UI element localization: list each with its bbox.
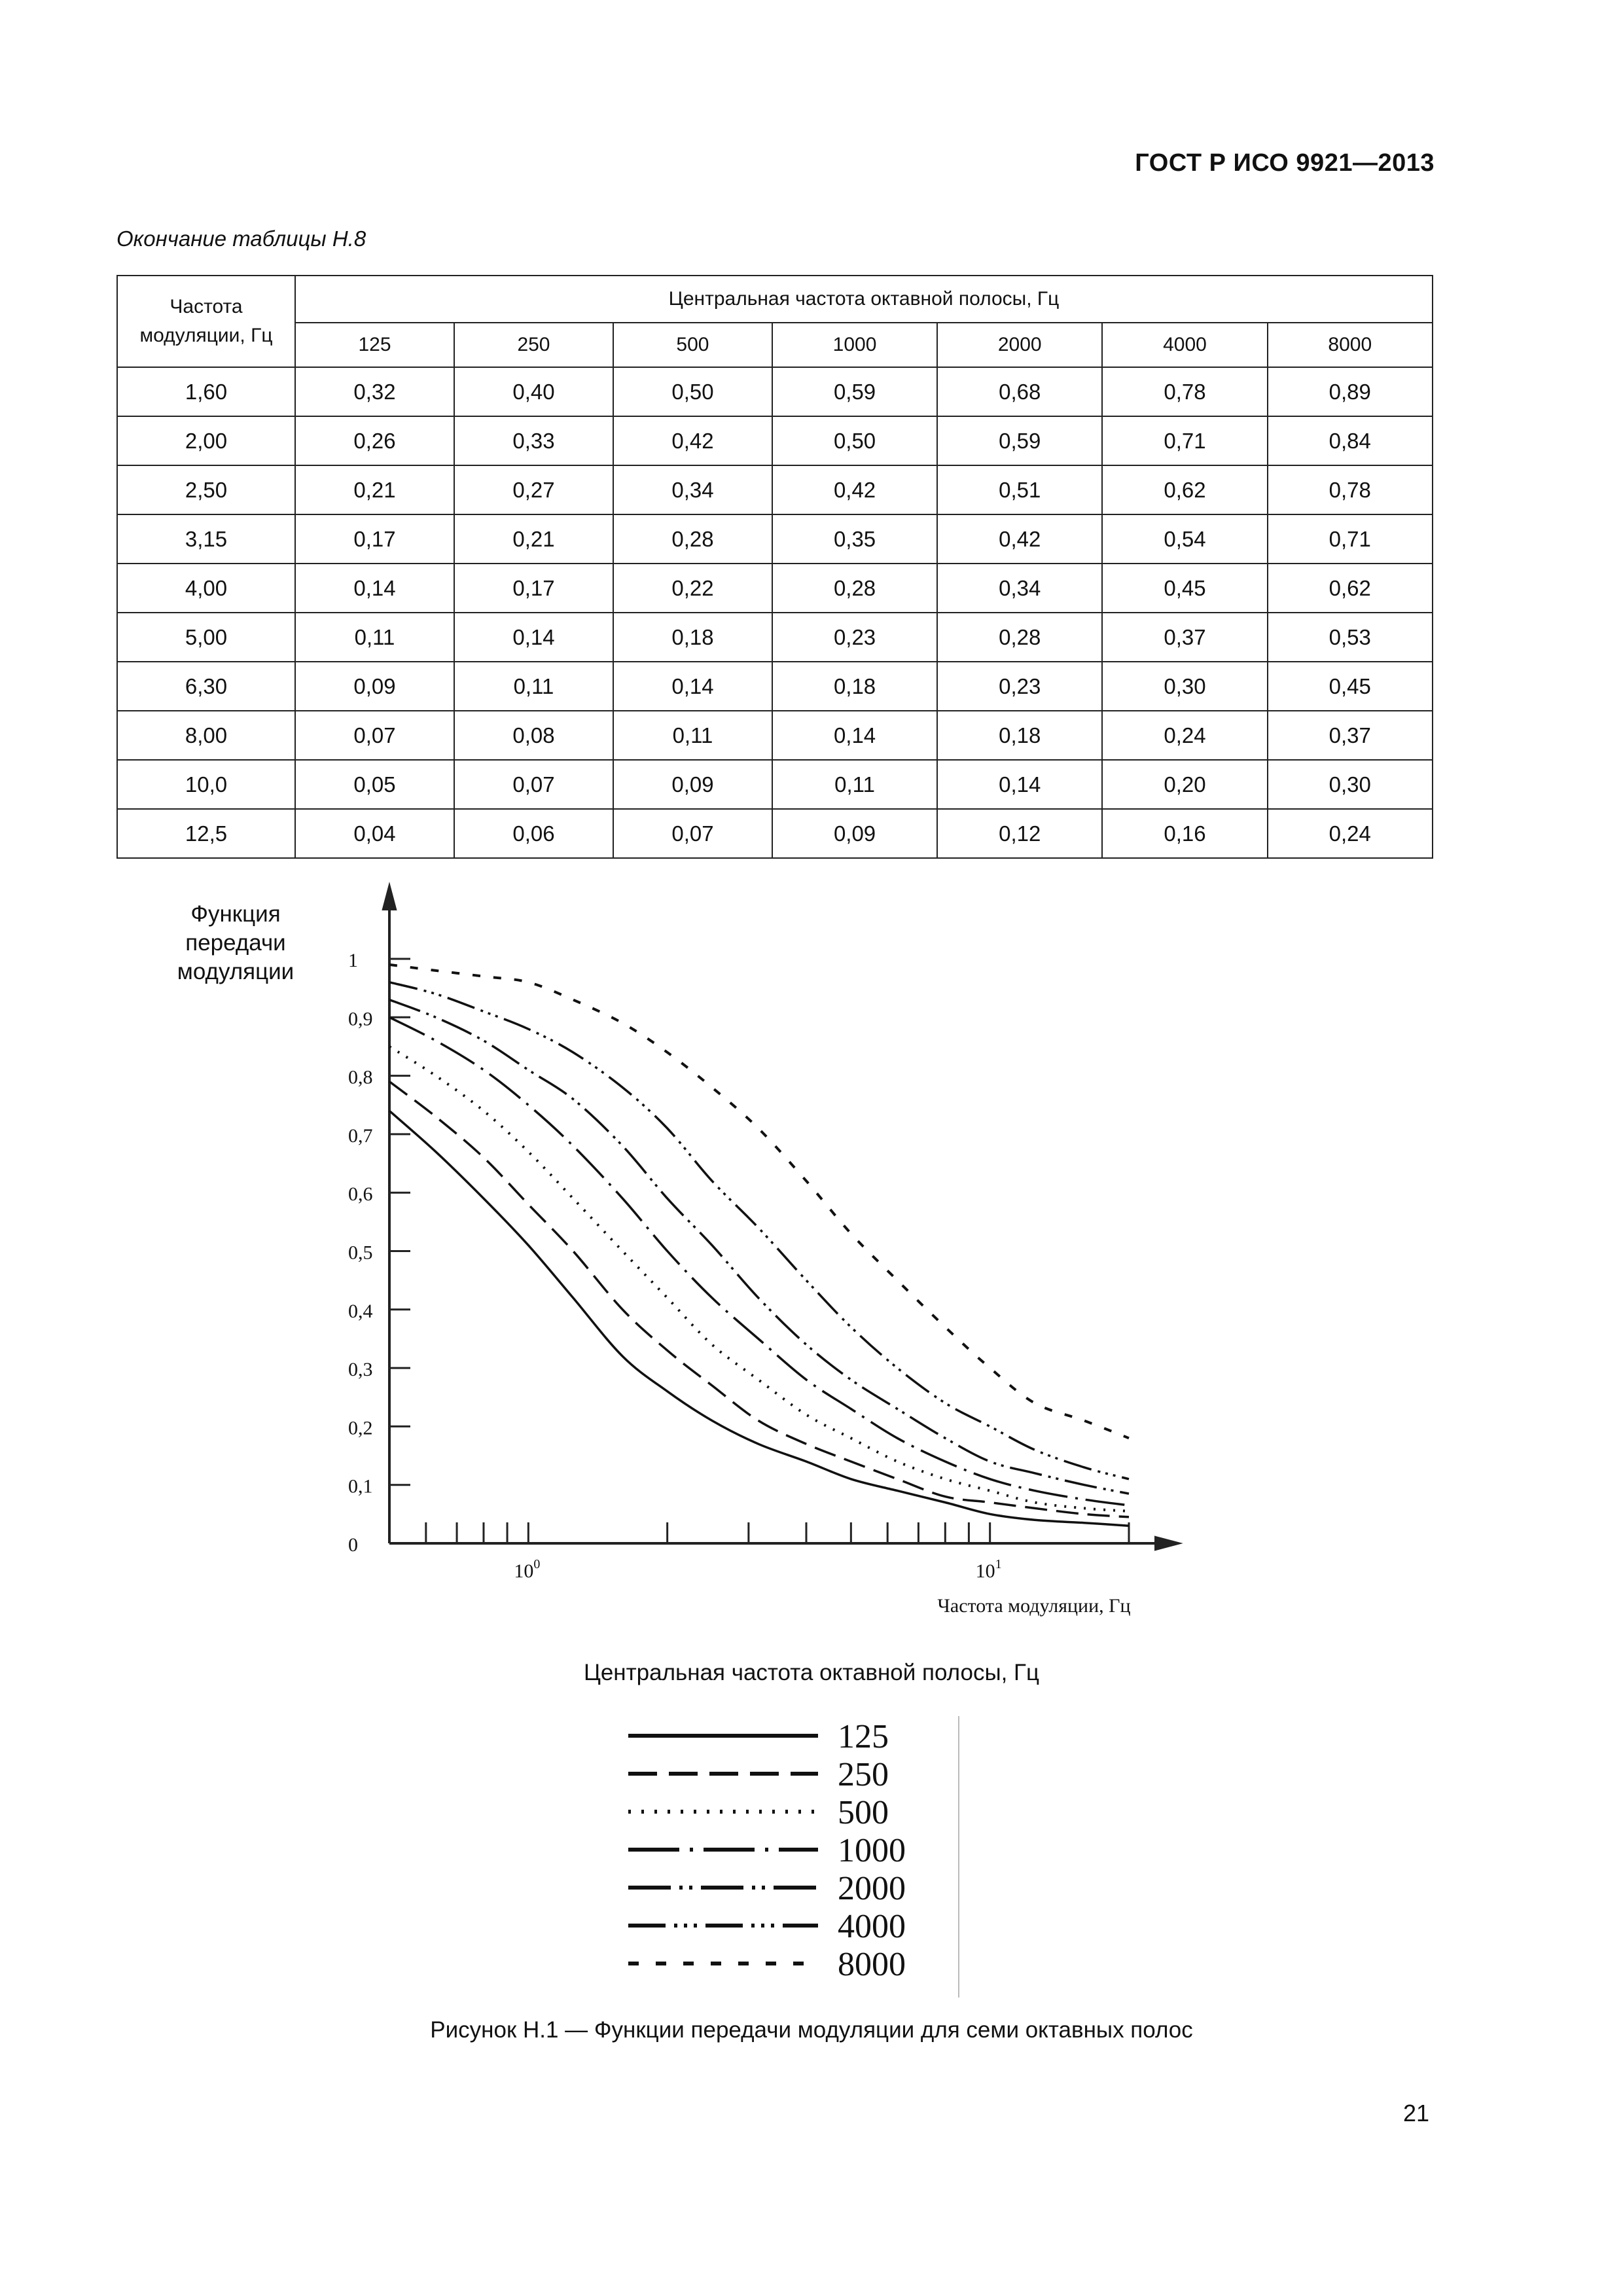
- mtf-value-cell: 0,21: [295, 465, 454, 514]
- column-header: 125: [295, 323, 454, 367]
- mtf-value-cell: 0,28: [937, 613, 1102, 662]
- legend: [0, 1702, 1623, 2016]
- y-tick-label: 0,7: [348, 1124, 373, 1147]
- mtf-value-cell: 0,20: [1102, 760, 1267, 809]
- mtf-value-cell: 0,30: [1268, 760, 1433, 809]
- mtf-value-cell: 0,09: [772, 809, 937, 858]
- y-ticks: [348, 950, 410, 1556]
- mtf-value-cell: 0,50: [613, 367, 772, 416]
- mtf-value-cell: 0,78: [1268, 465, 1433, 514]
- mtf-value-cell: 0,35: [772, 514, 937, 564]
- mtf-value-cell: 0,33: [454, 416, 613, 465]
- mtf-value-cell: 0,59: [937, 416, 1102, 465]
- mtf-value-cell: 0,45: [1102, 564, 1267, 613]
- series-line-2000: [389, 1000, 1129, 1494]
- modulation-frequency-cell: 10,0: [117, 760, 295, 809]
- mtf-value-cell: 0,17: [454, 564, 613, 613]
- column-header: 250: [454, 323, 613, 367]
- mtf-value-cell: 0,62: [1268, 564, 1433, 613]
- mtf-value-cell: 0,37: [1102, 613, 1267, 662]
- mtf-value-cell: 0,84: [1268, 416, 1433, 465]
- mtf-value-cell: 0,24: [1268, 809, 1433, 858]
- mtf-value-cell: 0,23: [772, 613, 937, 662]
- column-header: 8000: [1268, 323, 1433, 367]
- column-header: 1000: [772, 323, 937, 367]
- mtf-value-cell: 0,28: [613, 514, 772, 564]
- x-ticks: [426, 1522, 1129, 1582]
- mtf-value-cell: 0,32: [295, 367, 454, 416]
- modulation-frequency-cell: 4,00: [117, 564, 295, 613]
- series-lines: [389, 965, 1129, 1526]
- series-line-1000: [389, 1017, 1129, 1505]
- mtf-value-cell: 0,08: [454, 711, 613, 760]
- mtf-value-cell: 0,62: [1102, 465, 1267, 514]
- mtf-value-cell: 0,09: [613, 760, 772, 809]
- series-line-250: [389, 1082, 1129, 1517]
- mtf-value-cell: 0,18: [613, 613, 772, 662]
- mtf-value-cell: 0,54: [1102, 514, 1267, 564]
- modulation-frequency-cell: 8,00: [117, 711, 295, 760]
- mtf-value-cell: 0,14: [454, 613, 613, 662]
- legend-label-4000: 4000: [838, 1908, 906, 1945]
- y-tick-label: 0,6: [348, 1183, 373, 1206]
- y-tick-label: 0,5: [348, 1242, 373, 1264]
- mtf-value-cell: 0,89: [1268, 367, 1433, 416]
- mtf-value-cell: 0,42: [772, 465, 937, 514]
- mtf-value-cell: 0,42: [937, 514, 1102, 564]
- legend-label-500: 500: [838, 1794, 889, 1831]
- mtf-value-cell: 0,53: [1268, 613, 1433, 662]
- mtf-value-cell: 0,11: [295, 613, 454, 662]
- mtf-value-cell: 0,04: [295, 809, 454, 858]
- y-tick-label: 0,4: [348, 1300, 373, 1322]
- modulation-frequency-cell: 2,50: [117, 465, 295, 514]
- mtf-value-cell: 0,16: [1102, 809, 1267, 858]
- mtf-value-cell: 0,14: [772, 711, 937, 760]
- mtf-value-cell: 0,51: [937, 465, 1102, 514]
- modulation-frequency-cell: 5,00: [117, 613, 295, 662]
- y-axis-label-line: модуляции: [177, 959, 294, 984]
- mtf-value-cell: 0,37: [1268, 711, 1433, 760]
- page-number: 21: [1402, 2100, 1429, 2126]
- y-tick-label: 0,8: [348, 1066, 373, 1088]
- mtf-value-cell: 0,42: [613, 416, 772, 465]
- mtf-value-cell: 0,22: [613, 564, 772, 613]
- y-axis-label-line: Функция: [190, 901, 281, 927]
- mtf-value-cell: 0,11: [772, 760, 937, 809]
- mtf-value-cell: 0,34: [937, 564, 1102, 613]
- series-line-8000: [389, 965, 1129, 1438]
- y-tick-label: 0,2: [348, 1417, 373, 1439]
- mtf-value-cell: 0,18: [772, 662, 937, 711]
- x-axis-arrow: [1156, 1537, 1178, 1549]
- legend-items: [628, 1718, 906, 1983]
- mtf-value-cell: 0,12: [937, 809, 1102, 858]
- y-tick-label: 0: [348, 1534, 358, 1556]
- mtf-value-cell: 0,78: [1102, 367, 1267, 416]
- modulation-frequency-cell: 6,30: [117, 662, 295, 711]
- y-axis-arrow: [383, 887, 395, 909]
- mtf-value-cell: 0,71: [1268, 514, 1433, 564]
- mtf-value-cell: 0,26: [295, 416, 454, 465]
- mtf-value-cell: 0,05: [295, 760, 454, 809]
- column-header: 4000: [1102, 323, 1267, 367]
- row-header-line-1: Частота: [169, 296, 243, 317]
- legend-label-125: 125: [838, 1718, 889, 1755]
- x-axis-label: Частота модуляции, Гц: [937, 1595, 1131, 1617]
- y-tick-label: 0,9: [348, 1008, 373, 1030]
- legend-label-2000: 2000: [838, 1870, 906, 1907]
- document-code: ГОСТ Р ИСО 9921—2013: [1135, 149, 1435, 177]
- figure-caption: Рисунок Н.1 — Функции передачи модуляции для семи октавных полос: [430, 2017, 1193, 2043]
- mtf-value-cell: 0,07: [613, 809, 772, 858]
- mtf-value-cell: 0,59: [772, 367, 937, 416]
- y-tick-label: 0,1: [348, 1475, 373, 1498]
- mtf-value-cell: 0,40: [454, 367, 613, 416]
- mtf-value-cell: 0,21: [454, 514, 613, 564]
- column-header: 2000: [937, 323, 1102, 367]
- mtf-value-cell: 0,09: [295, 662, 454, 711]
- mtf-value-cell: 0,45: [1268, 662, 1433, 711]
- row-header-line-2: модуляции, Гц: [139, 325, 273, 346]
- table-continuation-caption: Окончание таблицы Н.8: [116, 226, 366, 251]
- mtf-value-cell: 0,14: [937, 760, 1102, 809]
- group-header: Центральная частота октавной полосы, Гц: [295, 276, 1433, 323]
- column-header: 500: [613, 323, 772, 367]
- y-axis-label: [177, 901, 294, 984]
- legend-label-250: 250: [838, 1756, 889, 1793]
- modulation-frequency-cell: 3,15: [117, 514, 295, 564]
- mtf-value-cell: 0,68: [937, 367, 1102, 416]
- mtf-value-cell: 0,11: [613, 711, 772, 760]
- legend-title: Центральная частота октавной полосы, Гц: [583, 1660, 1040, 1685]
- x-tick-label: $10^1$: [975, 1557, 1002, 1582]
- modulation-frequency-cell: 1,60: [117, 367, 295, 416]
- mtf-value-cell: 0,14: [295, 564, 454, 613]
- mtf-value-cell: 0,17: [295, 514, 454, 564]
- mtf-value-cell: 0,30: [1102, 662, 1267, 711]
- mtf-value-cell: 0,34: [613, 465, 772, 514]
- mtf-value-cell: 0,28: [772, 564, 937, 613]
- mtf-value-cell: 0,71: [1102, 416, 1267, 465]
- mtf-value-cell: 0,50: [772, 416, 937, 465]
- modulation-frequency-cell: 2,00: [117, 416, 295, 465]
- mtf-value-cell: 0,07: [295, 711, 454, 760]
- mtf-value-cell: 0,11: [454, 662, 613, 711]
- mtf-value-cell: 0,18: [937, 711, 1102, 760]
- mtf-value-cell: 0,23: [937, 662, 1102, 711]
- legend-label-1000: 1000: [838, 1832, 906, 1869]
- mtf-value-cell: 0,24: [1102, 711, 1267, 760]
- x-tick-label: $10^0$: [514, 1557, 541, 1582]
- y-tick-label: 1: [348, 950, 358, 971]
- y-tick-label: 0,3: [348, 1359, 373, 1381]
- mtf-value-cell: 0,07: [454, 760, 613, 809]
- modulation-frequency-cell: 12,5: [117, 809, 295, 858]
- mtf-value-cell: 0,06: [454, 809, 613, 858]
- y-axis-label-line: передачи: [185, 930, 286, 956]
- legend-label-8000: 8000: [838, 1946, 906, 1983]
- series-line-4000: [389, 982, 1129, 1479]
- mtf-value-cell: 0,14: [613, 662, 772, 711]
- mtf-value-cell: 0,27: [454, 465, 613, 514]
